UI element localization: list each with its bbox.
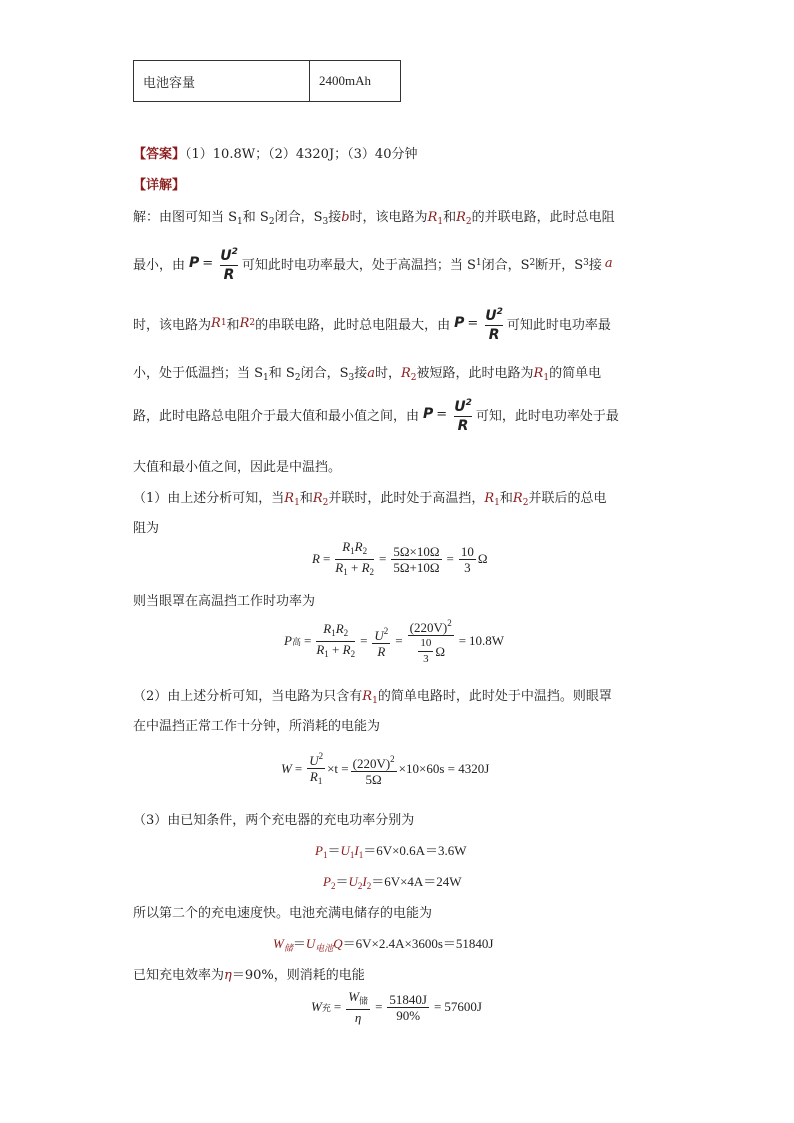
sub: 2 <box>529 258 536 268</box>
text: 和 S <box>268 366 295 381</box>
sub: 1 <box>543 373 550 383</box>
var: R <box>427 210 438 225</box>
power-formula-fraction <box>454 394 472 435</box>
text: 和 S <box>242 210 269 225</box>
sub: 2 <box>465 217 472 227</box>
para-line-4 <box>133 362 601 383</box>
var: R <box>456 210 466 225</box>
sub: 1 <box>475 258 482 268</box>
numerator: $U^2$ <box>485 303 503 326</box>
sub: 3 <box>322 217 329 227</box>
text: 断开，S <box>535 257 584 273</box>
formula-P: P <box>189 255 200 271</box>
answer-tag: 【答案】 <box>133 147 186 162</box>
fraction: $\frac{U^2}{R}$ <box>374 625 389 659</box>
text: 的串联电路，此时总电阻最大，由 <box>255 317 451 333</box>
equation-total-resistance: R = $\frac{R_1R_2}{R_1 + R_2}$ = $\frac{5\Omega\times 10\Omega}{5\Omega+10\Omega}$ = $\frac{10}{3}$ Ω <box>312 539 488 579</box>
denominator: R <box>488 326 500 343</box>
sub: 2 <box>322 498 329 508</box>
var: R <box>312 491 323 506</box>
text: 闭合，S <box>481 257 530 273</box>
text: 和 <box>499 491 513 506</box>
part3-line-2: 所以第二个的充电速度快。电池充满电储存的电能为 <box>133 906 433 921</box>
part3-line-3: 已知充电效率为η＝90%，则消耗的电能 <box>133 968 365 983</box>
var: R <box>312 551 320 566</box>
part2-line-2: 在中温挡正常工作十分钟，所消耗的电能为 <box>133 719 381 734</box>
sub: 1 <box>294 498 300 508</box>
fraction: $\frac{U^2}{R_1}$ <box>309 751 324 786</box>
sub: 2 <box>410 373 417 383</box>
var: a <box>604 255 613 271</box>
numerator: $U^2$ <box>220 243 238 266</box>
text: 的简单电 <box>549 366 602 381</box>
power-formula-fraction <box>485 303 503 344</box>
fraction: $\frac{R_1R_2}{R_1 + R_2}$ <box>335 538 375 577</box>
fraction: $\frac{W_储}{\eta}$ <box>348 989 369 1025</box>
sub: 2 <box>522 498 529 508</box>
equation-p1: $P_1=U_1I_1=6V\times 0.6A=3.6W$ <box>315 843 467 860</box>
text: 并联后的总电 <box>528 491 607 506</box>
battery-spec-table <box>133 60 401 102</box>
equation-p2: $P_2=U_2I_2=6V\times 4A=24W$ <box>323 874 462 891</box>
var: R <box>211 315 221 331</box>
sub: 1 <box>220 318 227 328</box>
text: 小，处于低温挡；当 S <box>133 366 264 381</box>
para-line-2 <box>133 238 613 288</box>
var: R <box>362 689 373 704</box>
text: 接 <box>354 366 368 381</box>
var: a <box>367 366 375 381</box>
equation-consumed-energy: W 充 = $\frac{W_储}{\eta}$ = $\frac{51840J}{90\%}$ = 57600J <box>311 989 482 1025</box>
formula-P: P <box>423 406 434 422</box>
equals: = <box>202 255 214 271</box>
equation-high-power: P 高 = $\frac{R_1R_2}{R_1 + R_2}$ = $\frac{U^2}{R}$ = $(220V)^2$ $\frac{10}{3}$ Ω = 10.8W <box>284 617 505 665</box>
equals: = <box>467 315 479 331</box>
formula-P: P <box>454 315 465 331</box>
sub: 1 <box>437 217 444 227</box>
table-cell-label: 电池容量 <box>134 61 310 102</box>
text: 可知此时电功率最 <box>506 317 611 333</box>
text: 路，此时电路总电阻介于最大值和最小值之间，由 <box>133 408 420 424</box>
numerator: $U^2$ <box>454 394 472 417</box>
fraction: $\frac{51840J}{90\%}$ <box>389 991 427 1023</box>
power-formula-fraction <box>220 243 238 284</box>
detail-tag: 【详解】 <box>133 178 186 193</box>
sub: 1 <box>372 696 378 706</box>
sub: 2 <box>268 217 275 227</box>
text: 时，该电路为 <box>133 317 212 333</box>
table-cell-value: 2400mAh <box>310 61 401 102</box>
para-line-5 <box>133 390 619 438</box>
answer-text: （1）10.8W；（2）4320J；（3）40分钟 <box>185 147 418 162</box>
text: 时，该电路为 <box>349 210 428 225</box>
var: b <box>341 210 350 225</box>
var: R <box>512 491 523 506</box>
table-row <box>134 61 401 102</box>
equation-stored-energy: $W_储=U_{电池}Q=6V\times 2.4A\times 3600s=51840J$ <box>273 936 494 953</box>
text: 接 <box>328 210 342 225</box>
equation-energy-10min: W = $\frac{U^2}{R_1}$ ×t = $\frac{(220V)^2}{5\Omega}$ ×10×60s = 4320J <box>281 747 489 791</box>
text: 和 <box>226 317 240 333</box>
var: R <box>284 491 295 506</box>
answer-line <box>133 143 417 162</box>
text: 闭合，S <box>274 210 323 225</box>
text: 的并联电路，此时总电阻 <box>471 210 615 225</box>
text: 接 <box>588 257 602 273</box>
text: （1）由上述分析可知，当 <box>133 491 285 506</box>
fraction: $\frac{10}{3}$ <box>460 543 474 575</box>
var: R <box>401 366 411 381</box>
fraction: $\frac{(220V)^2}{5\Omega}$ <box>352 753 395 787</box>
equals: = <box>436 406 448 422</box>
sub: 2 <box>249 318 256 328</box>
sub: 1 <box>494 498 500 508</box>
part1-line-3: 则当眼罩在高温挡工作时功率为 <box>133 594 316 609</box>
para-line-3 <box>133 300 611 346</box>
sub: 3 <box>583 258 589 268</box>
var: R <box>239 315 250 331</box>
part2-line-1 <box>133 685 612 706</box>
text: 和 <box>299 491 313 506</box>
text: 并联时，此时处于高温挡， <box>328 491 485 506</box>
fraction: $\frac{R_1R_2}{R_1 + R_2}$ <box>316 620 356 659</box>
text: 闭合，S <box>300 366 349 381</box>
part1-line-2: 阻为 <box>133 521 160 536</box>
text: 最小，由 <box>133 257 186 273</box>
unit: Ω <box>477 551 488 566</box>
part3-line-1: （3）由已知条件，两个充电器的充电功率分别为 <box>133 813 415 828</box>
fraction: $\frac{5\Omega\times 10\Omega}{5\Omega+10\Omega}$ <box>393 543 440 575</box>
text: 解：由图可知当 S <box>133 210 238 225</box>
var: R <box>533 366 544 381</box>
text: 和 <box>443 210 457 225</box>
fraction: $(220V)^2$ $\frac{10}{3}$ Ω <box>409 617 452 665</box>
text: 可知此时电功率最大，处于高温挡；当 S <box>241 257 476 273</box>
sub: 1 <box>263 373 269 383</box>
text: 时， <box>374 366 401 381</box>
text: 被短路，此时电路为 <box>416 366 534 381</box>
part1-line-1 <box>133 487 606 508</box>
para-line-6: 大值和最小值之间，因此是中温挡。 <box>133 460 342 475</box>
sub: 1 <box>237 217 243 227</box>
text: （2）由上述分析可知，当电路为只含有 <box>133 689 363 704</box>
sub: 2 <box>294 373 301 383</box>
text: 可知，此时电功率处于最 <box>475 408 619 424</box>
text: 的简单电路时，此时处于中温挡。则眼罩 <box>377 689 612 704</box>
para-line-1 <box>133 206 615 227</box>
var: R <box>484 491 495 506</box>
denominator: R <box>223 266 235 283</box>
denominator: R <box>457 417 469 434</box>
sub: 3 <box>348 373 355 383</box>
